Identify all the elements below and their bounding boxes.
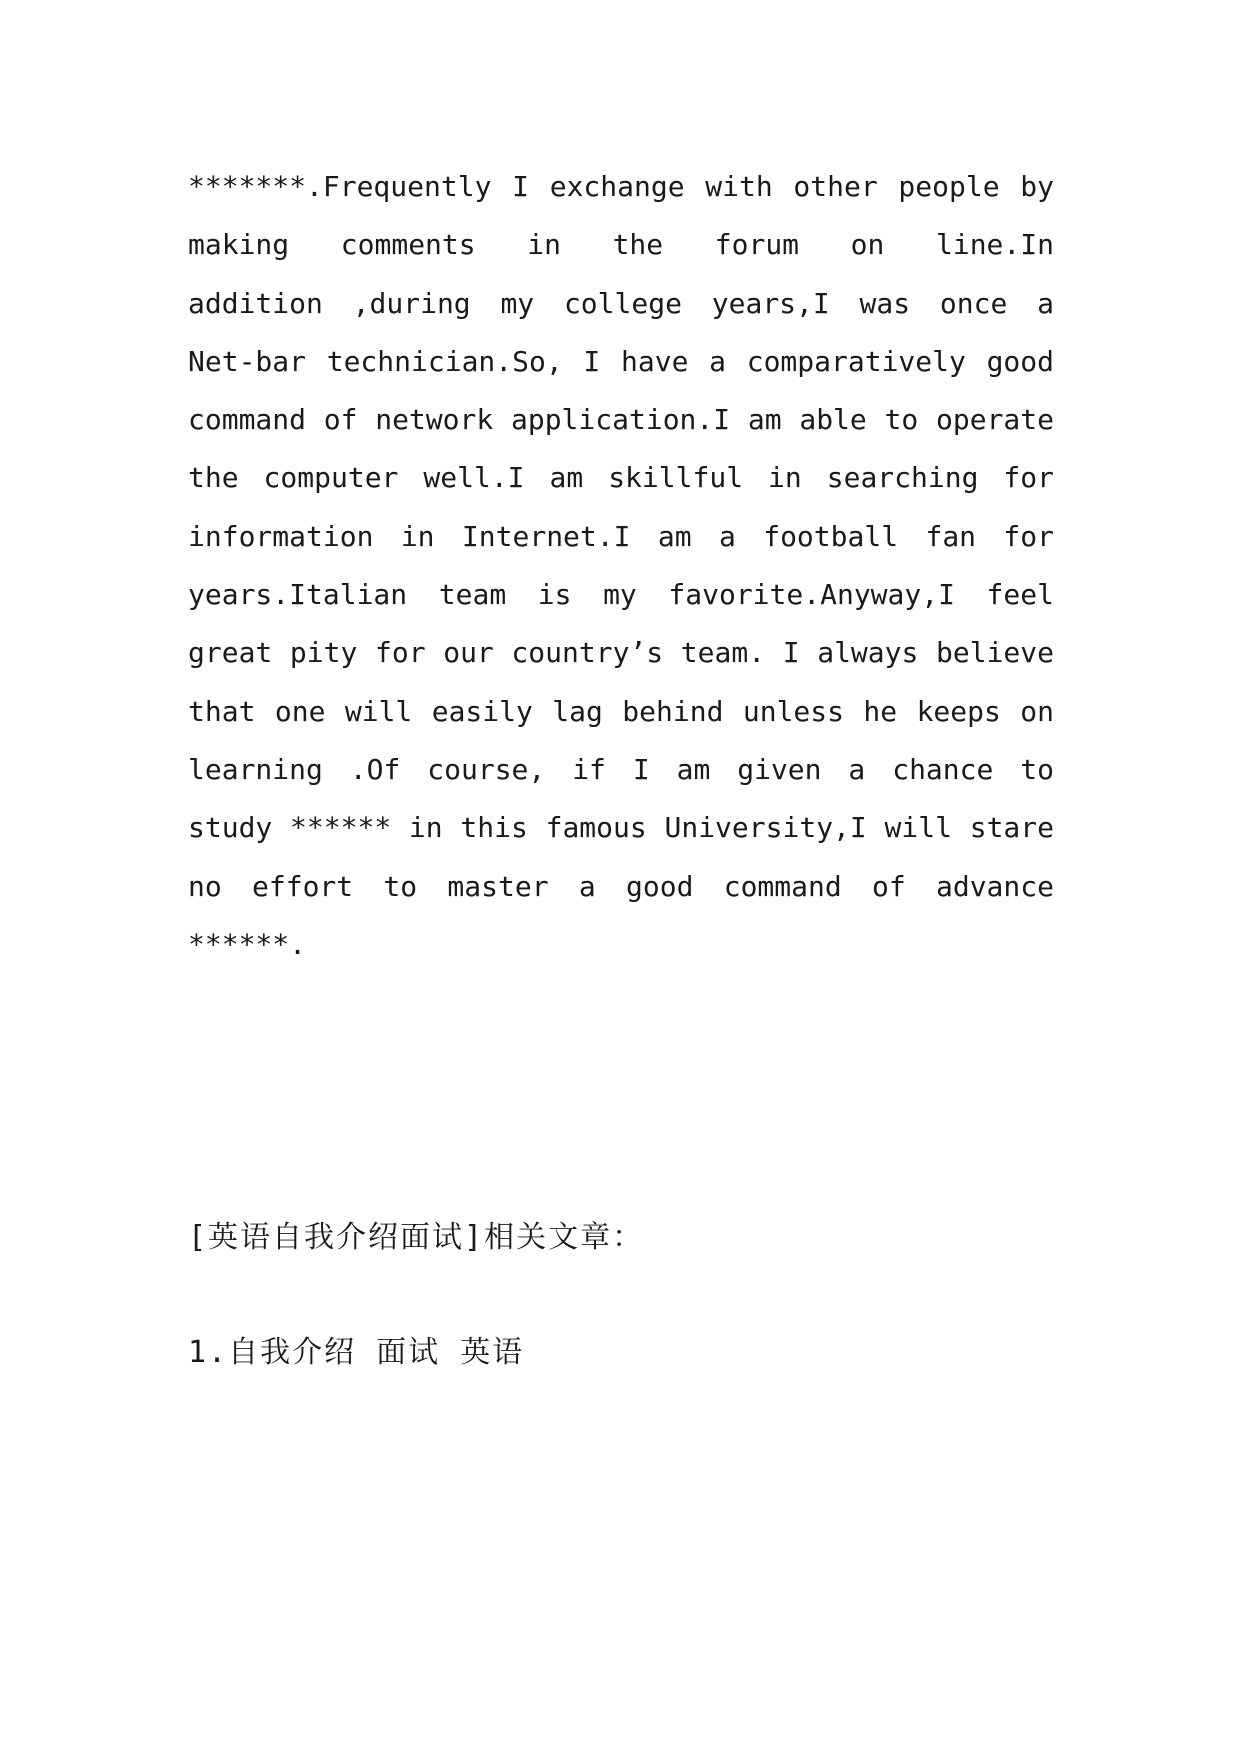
- related-articles-heading: [英语自我介绍面试]相关文章：: [188, 1220, 645, 1255]
- body-line: great pity for our country’s team. I always believe: [188, 636, 1054, 670]
- body-paragraph: [188, 158, 1054, 974]
- body-line: *******.Frequently I exchange with other people by: [188, 170, 1054, 203]
- body-line: no effort to master a good command of advance: [188, 869, 1054, 903]
- body-line: years.Italian team is my favorite.Anyway,I feel: [188, 578, 1054, 612]
- body-line: addition ,during my college years,I was once a: [188, 286, 1054, 320]
- body-line: that one will easily lag behind unless he keeps on: [188, 694, 1054, 728]
- related-article-item[interactable]: [188, 1327, 524, 1371]
- body-line: study ****** in this famous University,I will stare: [188, 811, 1054, 845]
- body-line: command of network application.I am able to operate: [188, 403, 1054, 437]
- body-line: information in Internet.I am a football fan for: [188, 519, 1054, 553]
- body-line: making comments in the forum on line.In: [188, 228, 1054, 262]
- body-line: Net-bar technician.So, I have a comparatively good: [188, 344, 1054, 378]
- body-line: learning .Of course, if I am given a chance to: [188, 752, 1054, 786]
- related-article-link[interactable]: 1.自我介绍 面试 英语: [188, 1335, 525, 1370]
- body-line: the computer well.I am skillful in searching for: [188, 461, 1054, 495]
- body-line: ******.: [188, 927, 307, 961]
- related-articles-list: [188, 1327, 524, 1371]
